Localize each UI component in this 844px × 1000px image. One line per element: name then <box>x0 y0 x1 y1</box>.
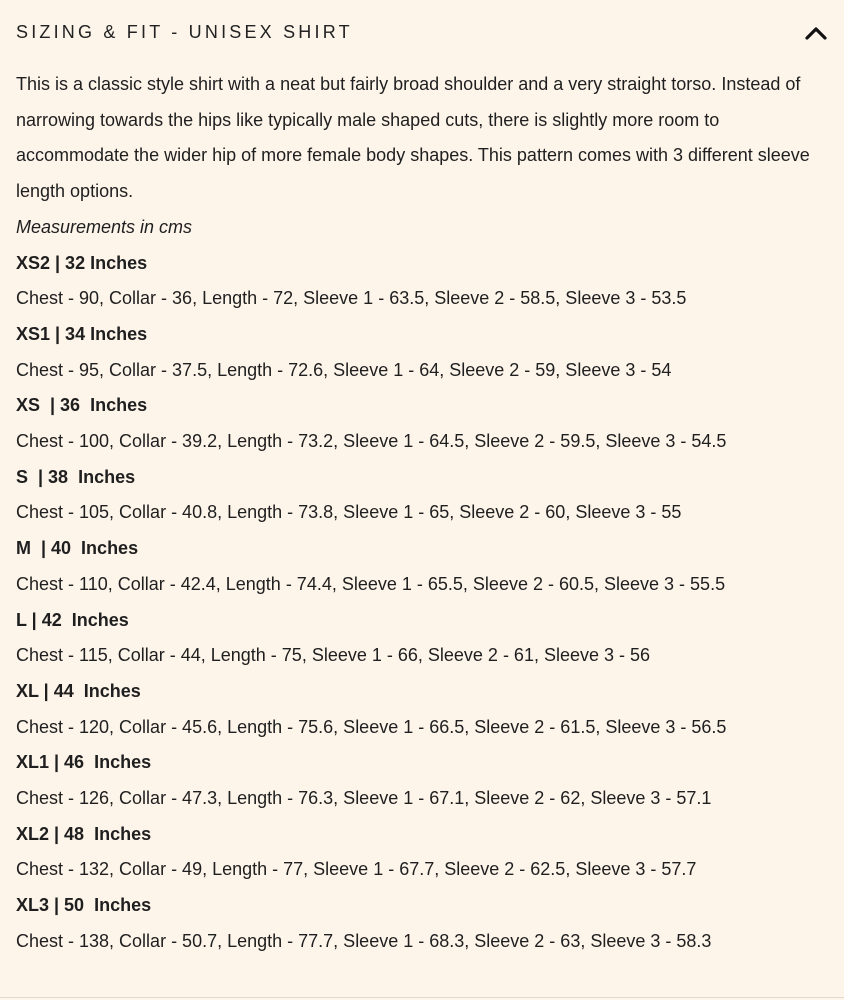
size-heading: XL1 | 46 Inches <box>16 752 152 773</box>
size-measurements: Chest - 105, Collar - 40.8, Length - 73.8, Sleeve 1 - 65, Sleeve 2 - 60, Sleeve 3 - 55 <box>16 502 682 523</box>
size-heading: S | 38 Inches <box>16 466 136 487</box>
size-heading: XL3 | 50 Inches <box>16 895 152 916</box>
size-measurements: Chest - 126, Collar - 47.3, Length - 76.3, Sleeve 1 - 67.1, Sleeve 2 - 62, Sleeve 3 - 57.1 <box>16 788 712 809</box>
size-heading: L | 42 Inches <box>16 609 129 630</box>
size-measurements: Chest - 120, Collar - 45.6, Length - 75.6, Sleeve 1 - 66.5, Sleeve 2 - 61.5, Sleeve 3 - 56.5 <box>16 716 727 737</box>
size-block-xs2 <box>16 246 828 317</box>
size-measurements: Chest - 110, Collar - 42.4, Length - 74.4, Sleeve 1 - 65.5, Sleeve 2 - 60.5, Sleeve 3 - 55.5 <box>16 573 726 594</box>
size-block-xl1 <box>16 745 828 816</box>
size-block-s <box>16 460 828 531</box>
size-block-xs1 <box>16 317 828 388</box>
size-heading: XL2 | 48 Inches <box>16 823 152 844</box>
accordion-content <box>16 67 828 960</box>
size-block-xs <box>16 388 828 459</box>
size-block-xl <box>16 674 828 745</box>
size-heading: XS | 36 Inches <box>16 395 148 416</box>
collapse-toggle-button[interactable] <box>802 19 830 47</box>
size-block-l <box>16 603 828 674</box>
shirt-description: This is a classic style shirt with a neat but fairly broad shoulder and a very straight torso. Instead of narrowing towards the hips like typically male shaped cuts, there is slightly more room to accommodate the wider hip of more female body shapes. This pattern comes with 3 different sleeve length options. <box>16 74 810 202</box>
size-measurements: Chest - 95, Collar - 37.5, Length - 72.6, Sleeve 1 - 64, Sleeve 2 - 59, Sleeve 3 - 54 <box>16 359 672 380</box>
size-block-m <box>16 531 828 602</box>
size-heading: XL | 44 Inches <box>16 680 141 701</box>
accordion-header[interactable] <box>16 0 828 66</box>
bottom-divider <box>0 997 844 998</box>
size-measurements: Chest - 90, Collar - 36, Length - 72, Sleeve 1 - 63.5, Sleeve 2 - 58.5, Sleeve 3 - 53.5 <box>16 288 687 309</box>
size-heading: XS1 | 34 Inches <box>16 323 148 344</box>
accordion-title: SIZING & FIT - UNISEX SHIRT <box>16 21 353 42</box>
size-block-xl2 <box>16 817 828 888</box>
size-heading: M | 40 Inches <box>16 538 139 559</box>
size-measurements: Chest - 100, Collar - 39.2, Length - 73.2, Sleeve 1 - 64.5, Sleeve 2 - 59.5, Sleeve 3 - 54.5 <box>16 431 727 452</box>
size-measurements: Chest - 132, Collar - 49, Length - 77, Sleeve 1 - 67.7, Sleeve 2 - 62.5, Sleeve 3 - 57.7 <box>16 859 697 880</box>
size-measurements: Chest - 115, Collar - 44, Length - 75, Sleeve 1 - 66, Sleeve 2 - 61, Sleeve 3 - 56 <box>16 645 651 666</box>
size-block-xl3 <box>16 888 828 959</box>
measurement-note: Measurements in cms <box>16 216 193 237</box>
size-measurements: Chest - 138, Collar - 50.7, Length - 77.7, Sleeve 1 - 68.3, Sleeve 2 - 63, Sleeve 3 - 58.3 <box>16 930 712 951</box>
size-heading: XS2 | 32 Inches <box>16 252 148 273</box>
chevron-up-icon <box>804 25 828 41</box>
